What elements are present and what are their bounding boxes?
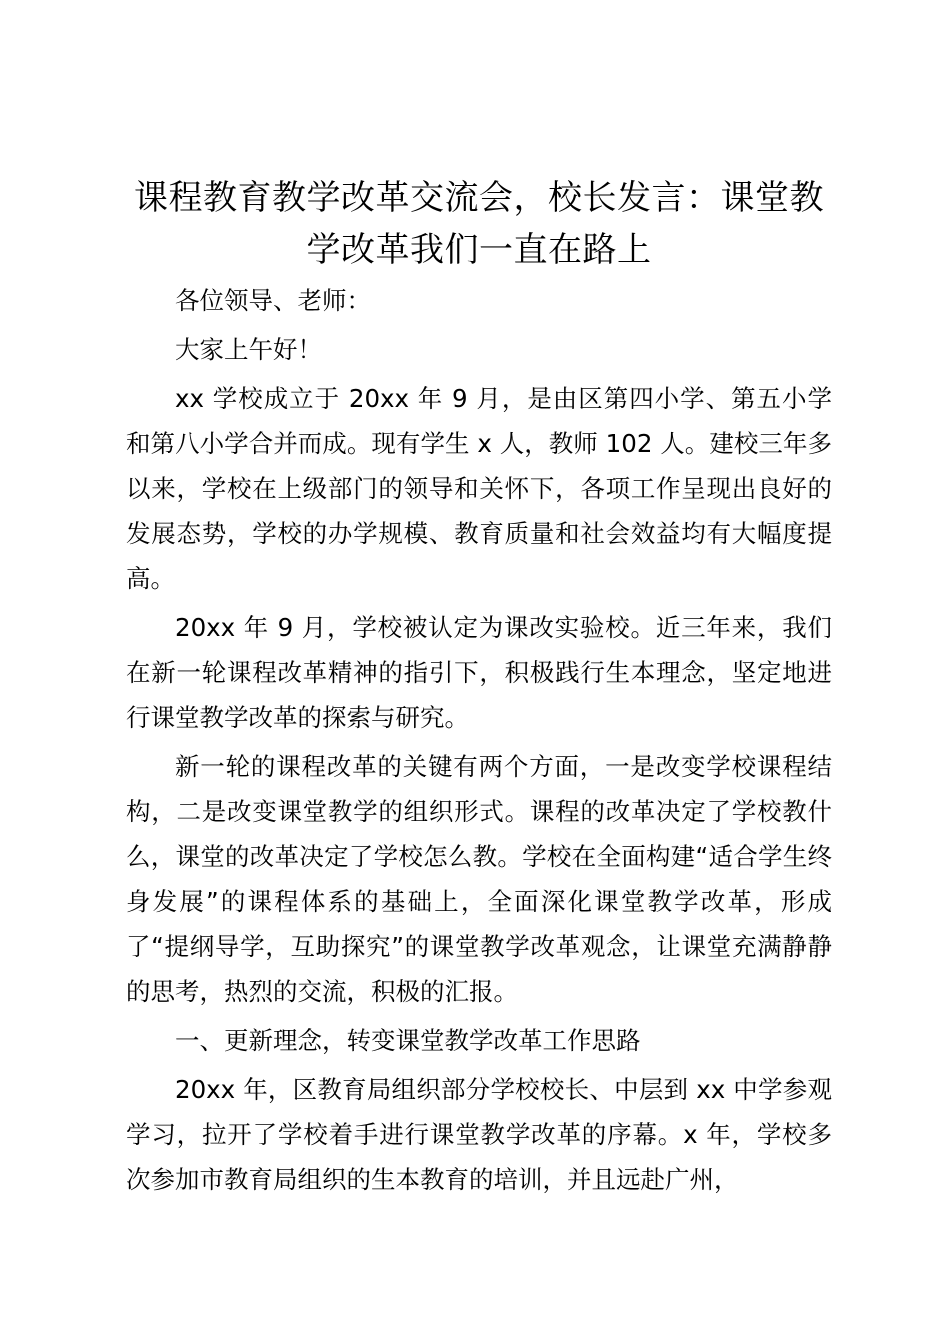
- document-body: [126, 278, 832, 1202]
- paragraph-reform-pilot: 20xx 年 9 月，学校被认定为课改实验校。近三年来，我们在新一轮课程改革精神的指引下，积极践行生本理念，坚定地进行课堂教学改革的探索与研究。: [126, 613, 832, 732]
- greeting: 大家上午好！: [175, 335, 322, 364]
- salutation: 各位领导、老师：: [175, 286, 371, 315]
- section-heading-1: 一、更新理念，转变课堂教学改革工作思路: [175, 1026, 641, 1055]
- paragraph-visit-study: 20xx 年，区教育局组织部分学校校长、中层到 xx 中学参观学习，拉开了学校着手进行课堂教学改革的序幕。x 年，学校多次参加市教育局组织的生本教育的培训，并且远赴广州，: [126, 1075, 832, 1194]
- paragraph-school-intro: xx 学校成立于 20xx 年 9 月，是由区第四小学、第五小学和第八小学合并而成。现有学生 x 人，教师 102 人。建校三年多以来，学校在上级部门的领导和关怀下，各项工作呈现出良好的发展态势，学校的办学规模、教育质量和社会效益均有大幅度提高。: [126, 384, 832, 593]
- document-title: 课程教育教学改革交流会，校长发言：课堂教学改革我们一直在路上: [134, 178, 824, 270]
- paragraph-reform-keys: 新一轮的课程改革的关键有两个方面，一是改变学校课程结构，二是改变课堂教学的组织形式。课程的改革决定了学校教什么，课堂的改革决定了学校怎么教。学校在全面构建“适合学生终身发展”的课程体系的基础上，全面深化课堂教学改革，形成了“提纲导学，互助探究”的课堂教学改革观念，让课堂充满静静的思考，热烈的交流，积极的汇报。: [126, 752, 832, 1006]
